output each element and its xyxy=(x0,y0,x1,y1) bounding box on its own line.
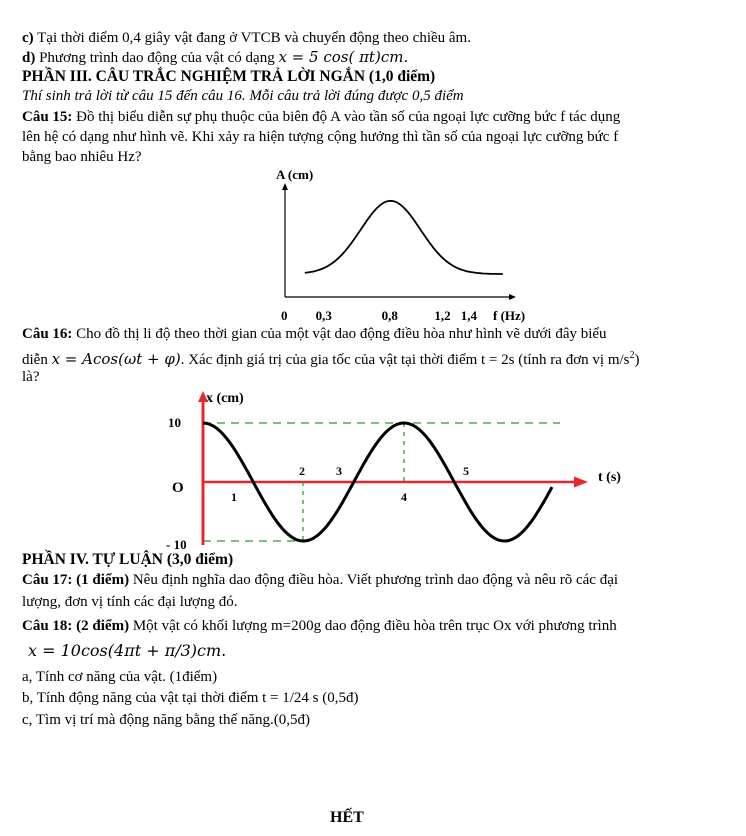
q18-part-c: c, Tìm vị trí mà động năng bằng thế năng.(0,5đ) xyxy=(22,712,310,728)
statement-c-label: c) xyxy=(22,30,34,46)
displacement-x-arrow xyxy=(574,477,588,488)
t-label-4: 4 xyxy=(401,490,407,504)
origin-label: O xyxy=(172,480,184,496)
q16-line-2 xyxy=(22,346,640,370)
statement-d-formula: x = 5 cos( πt)cm. xyxy=(278,48,409,66)
q17-label: Câu 17: xyxy=(22,572,73,588)
t-label-2: 2 xyxy=(299,464,305,478)
q15-line-3: bằng bao nhiêu Hz? xyxy=(22,149,142,165)
q17-points: (1 điểm) xyxy=(72,572,130,588)
q16-label: Câu 16: xyxy=(22,326,73,342)
resonance-x-label: f (Hz) xyxy=(493,308,526,323)
displacement-x-label: t (s) xyxy=(598,470,621,485)
q18-part-b: b, Tính động năng của vật tại thời điểm t = 1/24 s (0,5đ) xyxy=(22,690,359,706)
statement-d-text: Phương trình dao động của vật có dạng xyxy=(35,50,279,66)
part3-note: Thí sinh trả lời từ câu 15 đến câu 16. Mỗi câu trả lời đúng được 0,5 điểm xyxy=(22,88,464,104)
q16-formula: x = Acos(ωt + φ) xyxy=(51,350,181,368)
t-label-5: 5 xyxy=(463,464,469,478)
resonance-x-tick: 0,8 xyxy=(381,308,398,323)
q16-text-2b: . Xác định giá trị của gia tốc của vật tại thời điểm t = 2s (tính ra đơn vị m/s xyxy=(180,352,630,368)
q18-text-1: Một vật có khối lượng m=200g dao động điều hòa trên trục Ox với phương trình xyxy=(129,618,617,634)
q15-line-2: lên hệ có dạng như hình vẽ. Khi xảy ra hiện tượng cộng hưởng thì tần số của ngoại lực cưỡng bức f xyxy=(22,129,619,145)
resonance-curve xyxy=(305,201,503,274)
resonance-x-arrow xyxy=(509,294,516,300)
q17-line-2: lượng, đơn vị tính các đại lượng đó. xyxy=(22,594,238,610)
t-label-3: 3 xyxy=(336,464,342,478)
q16-superscript: 2 xyxy=(629,350,635,361)
resonance-figure xyxy=(250,165,550,325)
t-label-1: 1 xyxy=(231,490,237,504)
q18-label: Câu 18: xyxy=(22,618,73,634)
q18-formula: x = 10cos(4πt + π/3)cm. xyxy=(28,641,227,660)
displacement-y-label: x (cm) xyxy=(206,391,244,406)
y-tick-10: 10 xyxy=(168,415,181,430)
q16-text-1: Cho đồ thị li độ theo thời gian của một vật dao động điều hòa như hình vẽ dưới đây biểu xyxy=(72,326,607,342)
resonance-x-tick: 0,3 xyxy=(315,308,332,323)
y-tick-minus-10: - 10 xyxy=(166,537,187,552)
part3-title: PHẦN III. CÂU TRẮC NGHIỆM TRẢ LỜI NGẮN (1,0 điểm) xyxy=(22,68,436,85)
q17-line-1 xyxy=(22,571,618,590)
q16-text-2a: diễn xyxy=(22,352,52,368)
q18-part-a: a, Tính cơ năng của vật. (1điểm) xyxy=(22,669,218,685)
q18-points: (2 điểm) xyxy=(72,618,130,634)
q15-label: Câu 15: xyxy=(22,109,73,125)
q18-line-1 xyxy=(22,617,617,636)
q16-text-2c: ) xyxy=(634,352,640,368)
displacement-figure xyxy=(160,385,660,555)
q15-text-1: Đồ thị biểu diễn sự phụ thuộc của biên độ A vào tần số của ngoại lực cưỡng bức f tác dụng xyxy=(72,109,621,125)
resonance-x-tick: 1,4 xyxy=(460,308,478,323)
q15-line-1 xyxy=(22,108,620,127)
end-mark: HẾT xyxy=(330,809,364,826)
resonance-x-tick: 0 xyxy=(281,308,288,323)
resonance-x-tick: 1,2 xyxy=(434,308,451,323)
statement-d-label: d) xyxy=(22,50,36,66)
part4-title: PHẦN IV. TỰ LUẬN (3,0 điểm) xyxy=(22,551,234,568)
q16-line-1 xyxy=(22,325,607,344)
statement-d xyxy=(22,48,408,68)
resonance-y-label: A (cm) xyxy=(276,167,314,182)
q17-text-1: Nêu định nghĩa dao động điều hòa. Viết phương trình dao động và nêu rõ các đại xyxy=(129,572,619,588)
q16-line-3: là? xyxy=(22,369,40,385)
statement-c xyxy=(22,29,471,48)
statement-c-text: Tại thời điểm 0,4 giây vật đang ở VTCB và chuyển động theo chiều âm. xyxy=(33,30,471,46)
resonance-y-arrow xyxy=(282,183,288,190)
